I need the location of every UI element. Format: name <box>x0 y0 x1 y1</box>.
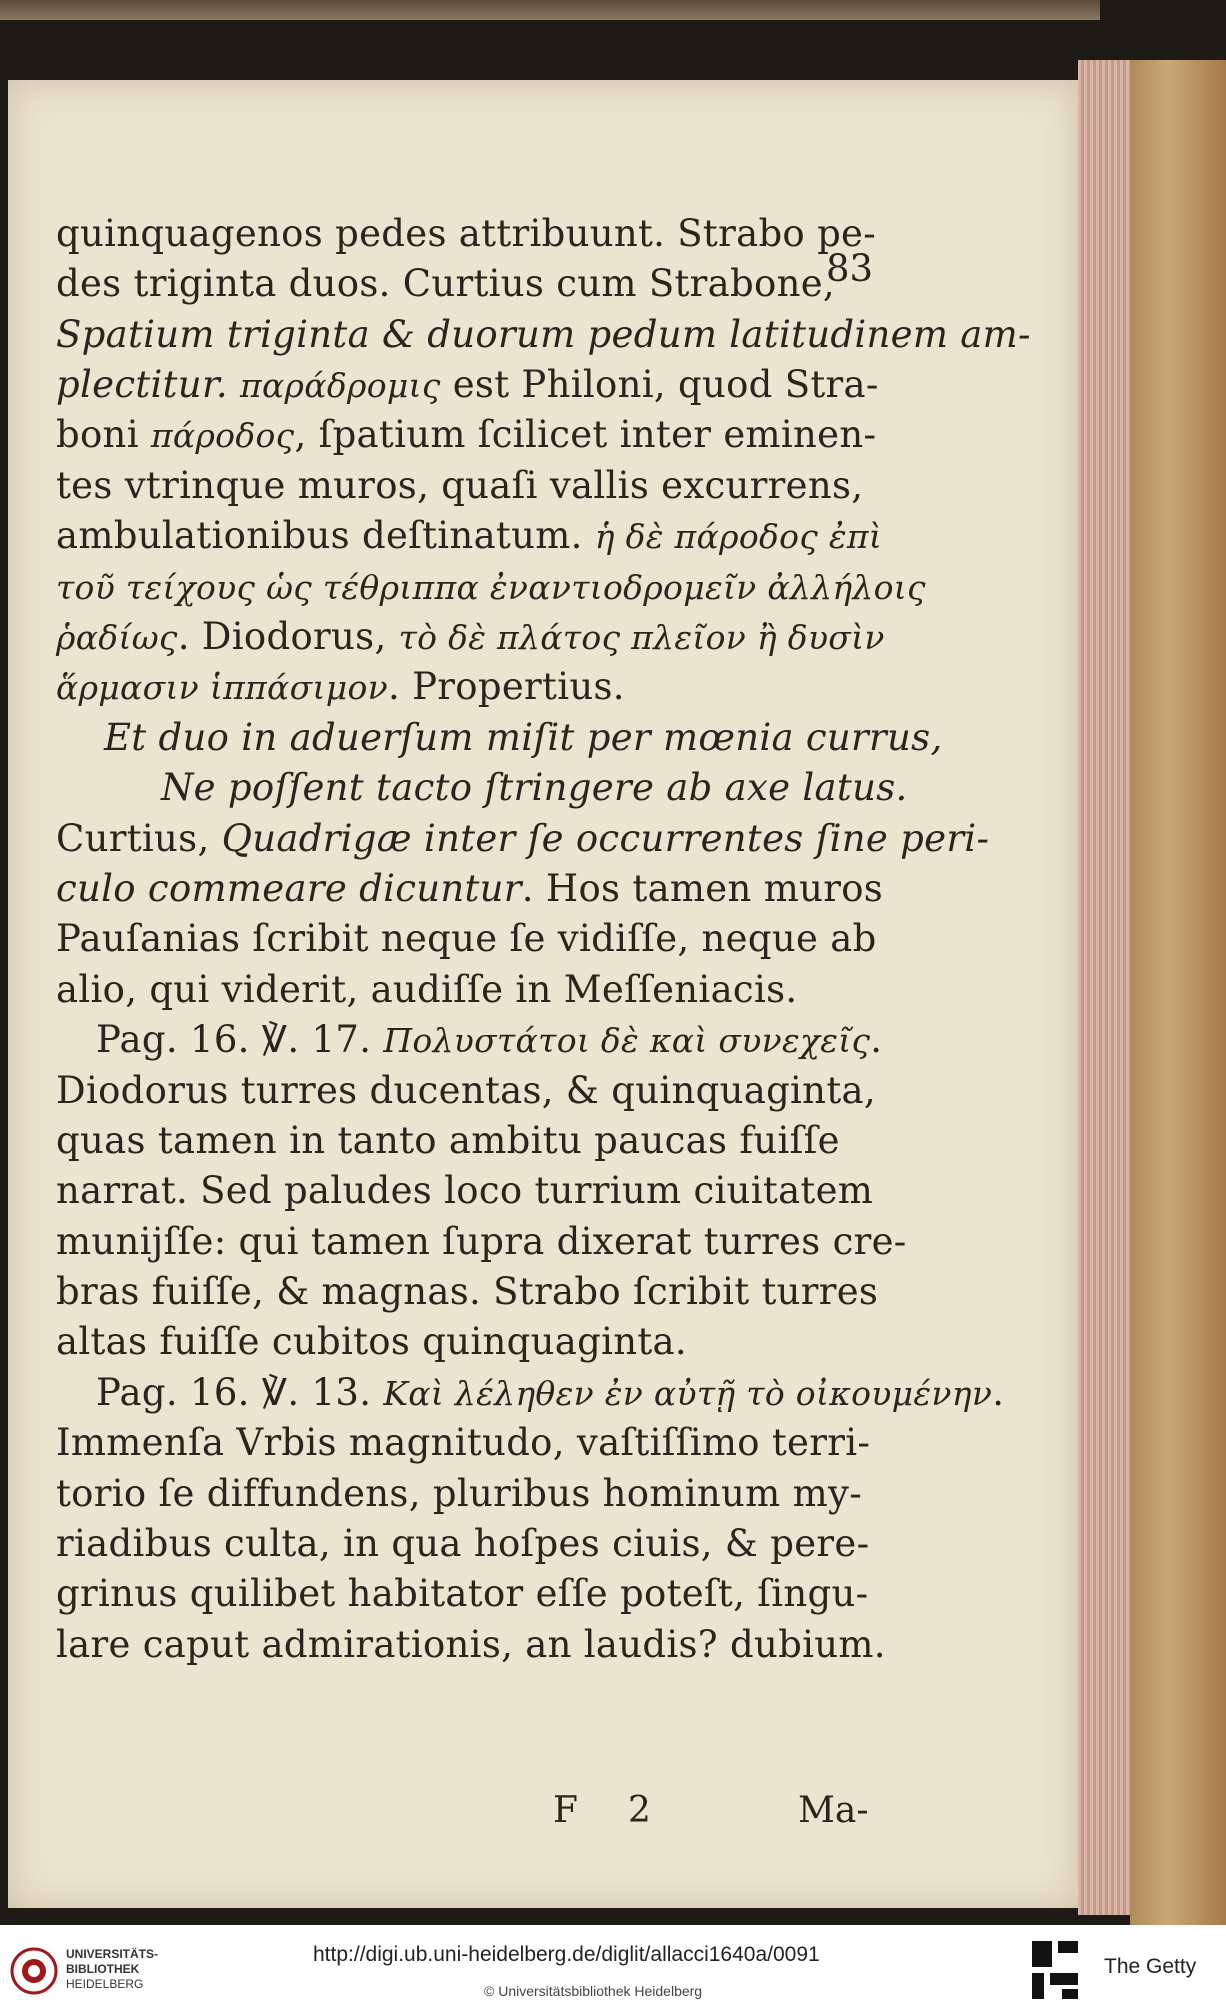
text-segment: altas fuiſſe cubitos quinquaginta. <box>56 1320 687 1363</box>
text-segment: lare caput admirationis, an laudis? dubium. <box>56 1623 886 1666</box>
text-segment: est Philoni, quod Stra- <box>440 363 879 406</box>
italic-quotation: Et duo in aduerſum miſit per mœnia currus, <box>104 716 943 759</box>
book-page <box>8 80 1078 1908</box>
text-segment: des triginta duos. Curtius cum Strabone, <box>56 262 835 305</box>
text-segment: munijſſe: qui tamen ſupra dixerat turres cre- <box>56 1220 907 1263</box>
text-segment: , ſpatium ſcilicet inter eminen- <box>294 413 877 456</box>
italic-quotation: plectitur. <box>56 363 240 406</box>
greek-quotation: ἡ δὲ πάροδος ἐπὶ <box>594 517 883 556</box>
text-segment: grinus quilibet habitator eſſe poteſt, ſingu- <box>56 1572 869 1615</box>
text-line <box>56 968 797 1011</box>
text-line <box>56 817 989 860</box>
book-cover-edge <box>1130 60 1226 1925</box>
text-line <box>56 1522 869 1565</box>
text-segment: torio ſe diffundens, pluribus hominum my- <box>56 1472 862 1515</box>
text-line <box>56 262 835 305</box>
text-segment: riadibus culta, in qua hoſpes ciuis, & pere- <box>56 1522 870 1565</box>
italic-quotation: Quadrigæ inter ſe occurrentes ſine peri- <box>221 817 990 860</box>
italic-quotation: Ne poſſent tacto ſtringere ab axe latus. <box>161 766 908 809</box>
copyright-notice: © Universitätsbibliothek Heidelberg <box>484 1983 703 1999</box>
book-top-edge <box>0 0 1100 20</box>
text-segment: ambulationibus deſtinatum. <box>56 514 595 557</box>
greek-quotation: τὸ δὲ πλάτος πλεῖον ἢ δυσὶν <box>398 618 885 657</box>
page-stack-edge <box>1078 60 1130 1915</box>
text-line <box>56 1572 868 1615</box>
text-line <box>56 665 625 708</box>
signature-mark: F <box>553 1790 578 1831</box>
greek-quotation: Καὶ λέληθεν ἐν αὐτῇ τὸ οἰκουμένην <box>383 1374 993 1413</box>
text-line <box>56 1320 687 1363</box>
text-line <box>56 1119 840 1162</box>
text-segment: . Diodorus, <box>177 615 399 658</box>
text-line <box>56 867 883 910</box>
permalink-url[interactable]: http://digi.ub.uni-heidelberg.de/diglit/allacci1640a/0091 <box>313 1943 820 1966</box>
greek-quotation: ἅρμασιν ἱππάσιμον <box>56 668 388 707</box>
text-segment: . <box>992 1371 1005 1414</box>
text-line <box>56 514 882 557</box>
greek-quotation: ῥαδίως <box>56 618 178 657</box>
text-segment: Diodorus turres ducentas, & quinquaginta, <box>56 1069 876 1112</box>
text-line <box>56 615 885 658</box>
text-line <box>56 313 1031 356</box>
university-seal-icon <box>10 1945 58 1997</box>
getty-logo-icon <box>1030 1939 1082 2001</box>
italic-quotation: Spatium triginta & duorum pedum latitudinem am- <box>56 313 1031 356</box>
text-segment: . Propertius. <box>387 665 625 708</box>
text-line <box>104 716 943 759</box>
text-line <box>56 1623 886 1666</box>
text-line <box>56 1220 907 1263</box>
text-segment: Immenſa Vrbis magnitudo, vaſtiſſimo terri- <box>56 1421 871 1464</box>
text-segment: narrat. Sed paludes loco turrium ciuitatem <box>56 1169 874 1212</box>
text-line <box>96 1371 1004 1414</box>
text-segment: quinquagenos pedes attribuunt. Strabo pe- <box>56 212 877 255</box>
greek-quotation: Πολυστάτοι δὲ καὶ συνεχεῖς <box>383 1021 871 1060</box>
text-line <box>161 766 908 809</box>
viewer-footer <box>0 1925 1226 2015</box>
text-line <box>56 413 876 456</box>
text-line <box>56 212 876 255</box>
signature-number: 2 <box>628 1790 651 1831</box>
text-line <box>56 1169 873 1212</box>
greek-quotation: τοῦ τείχους ὡς τέθριππα ἐναντιοδρομεῖν ἀλλήλοις <box>56 568 926 607</box>
text-segment: Pauſanias ſcribit neque ſe vidiſſe, neque ab <box>56 917 877 960</box>
library-name: UNIVERSITÄTS- BIBLIOTHEK HEIDELBERG <box>66 1947 159 1991</box>
text-line <box>56 1069 876 1112</box>
partner-name: The Getty <box>1104 1955 1197 1978</box>
text-segment: alio, qui viderit, audiſſe in Meſſeniacis. <box>56 968 798 1011</box>
catchword: Ma- <box>798 1790 869 1831</box>
text-segment: Pag. 16. ℣. 17. <box>96 1018 384 1061</box>
text-line <box>96 1018 882 1061</box>
text-segment: Pag. 16. ℣. 13. <box>96 1371 384 1414</box>
text-line <box>56 1421 870 1464</box>
text-segment: tes vtrinque muros, quaſi vallis excurrens, <box>56 464 864 507</box>
text-segment: Curtius, <box>56 817 222 860</box>
text-segment: bras fuiſſe, & magnas. Strabo ſcribit turres <box>56 1270 879 1313</box>
text-line <box>56 363 879 406</box>
text-segment: . <box>870 1018 883 1061</box>
text-line <box>56 464 863 507</box>
text-line <box>56 1472 862 1515</box>
greek-quotation: πάροδος <box>150 416 295 455</box>
italic-quotation: culo commeare dicuntur <box>56 867 522 910</box>
text-line <box>56 565 926 608</box>
greek-quotation: παράδρομις <box>239 366 441 405</box>
text-segment: . Hos tamen muros <box>521 867 884 910</box>
text-segment: boni <box>56 413 151 456</box>
text-line <box>56 917 877 960</box>
text-segment: quas tamen in tanto ambitu paucas fuiſſe <box>56 1119 840 1162</box>
text-line <box>56 1270 878 1313</box>
page-number: 83 <box>826 247 874 290</box>
